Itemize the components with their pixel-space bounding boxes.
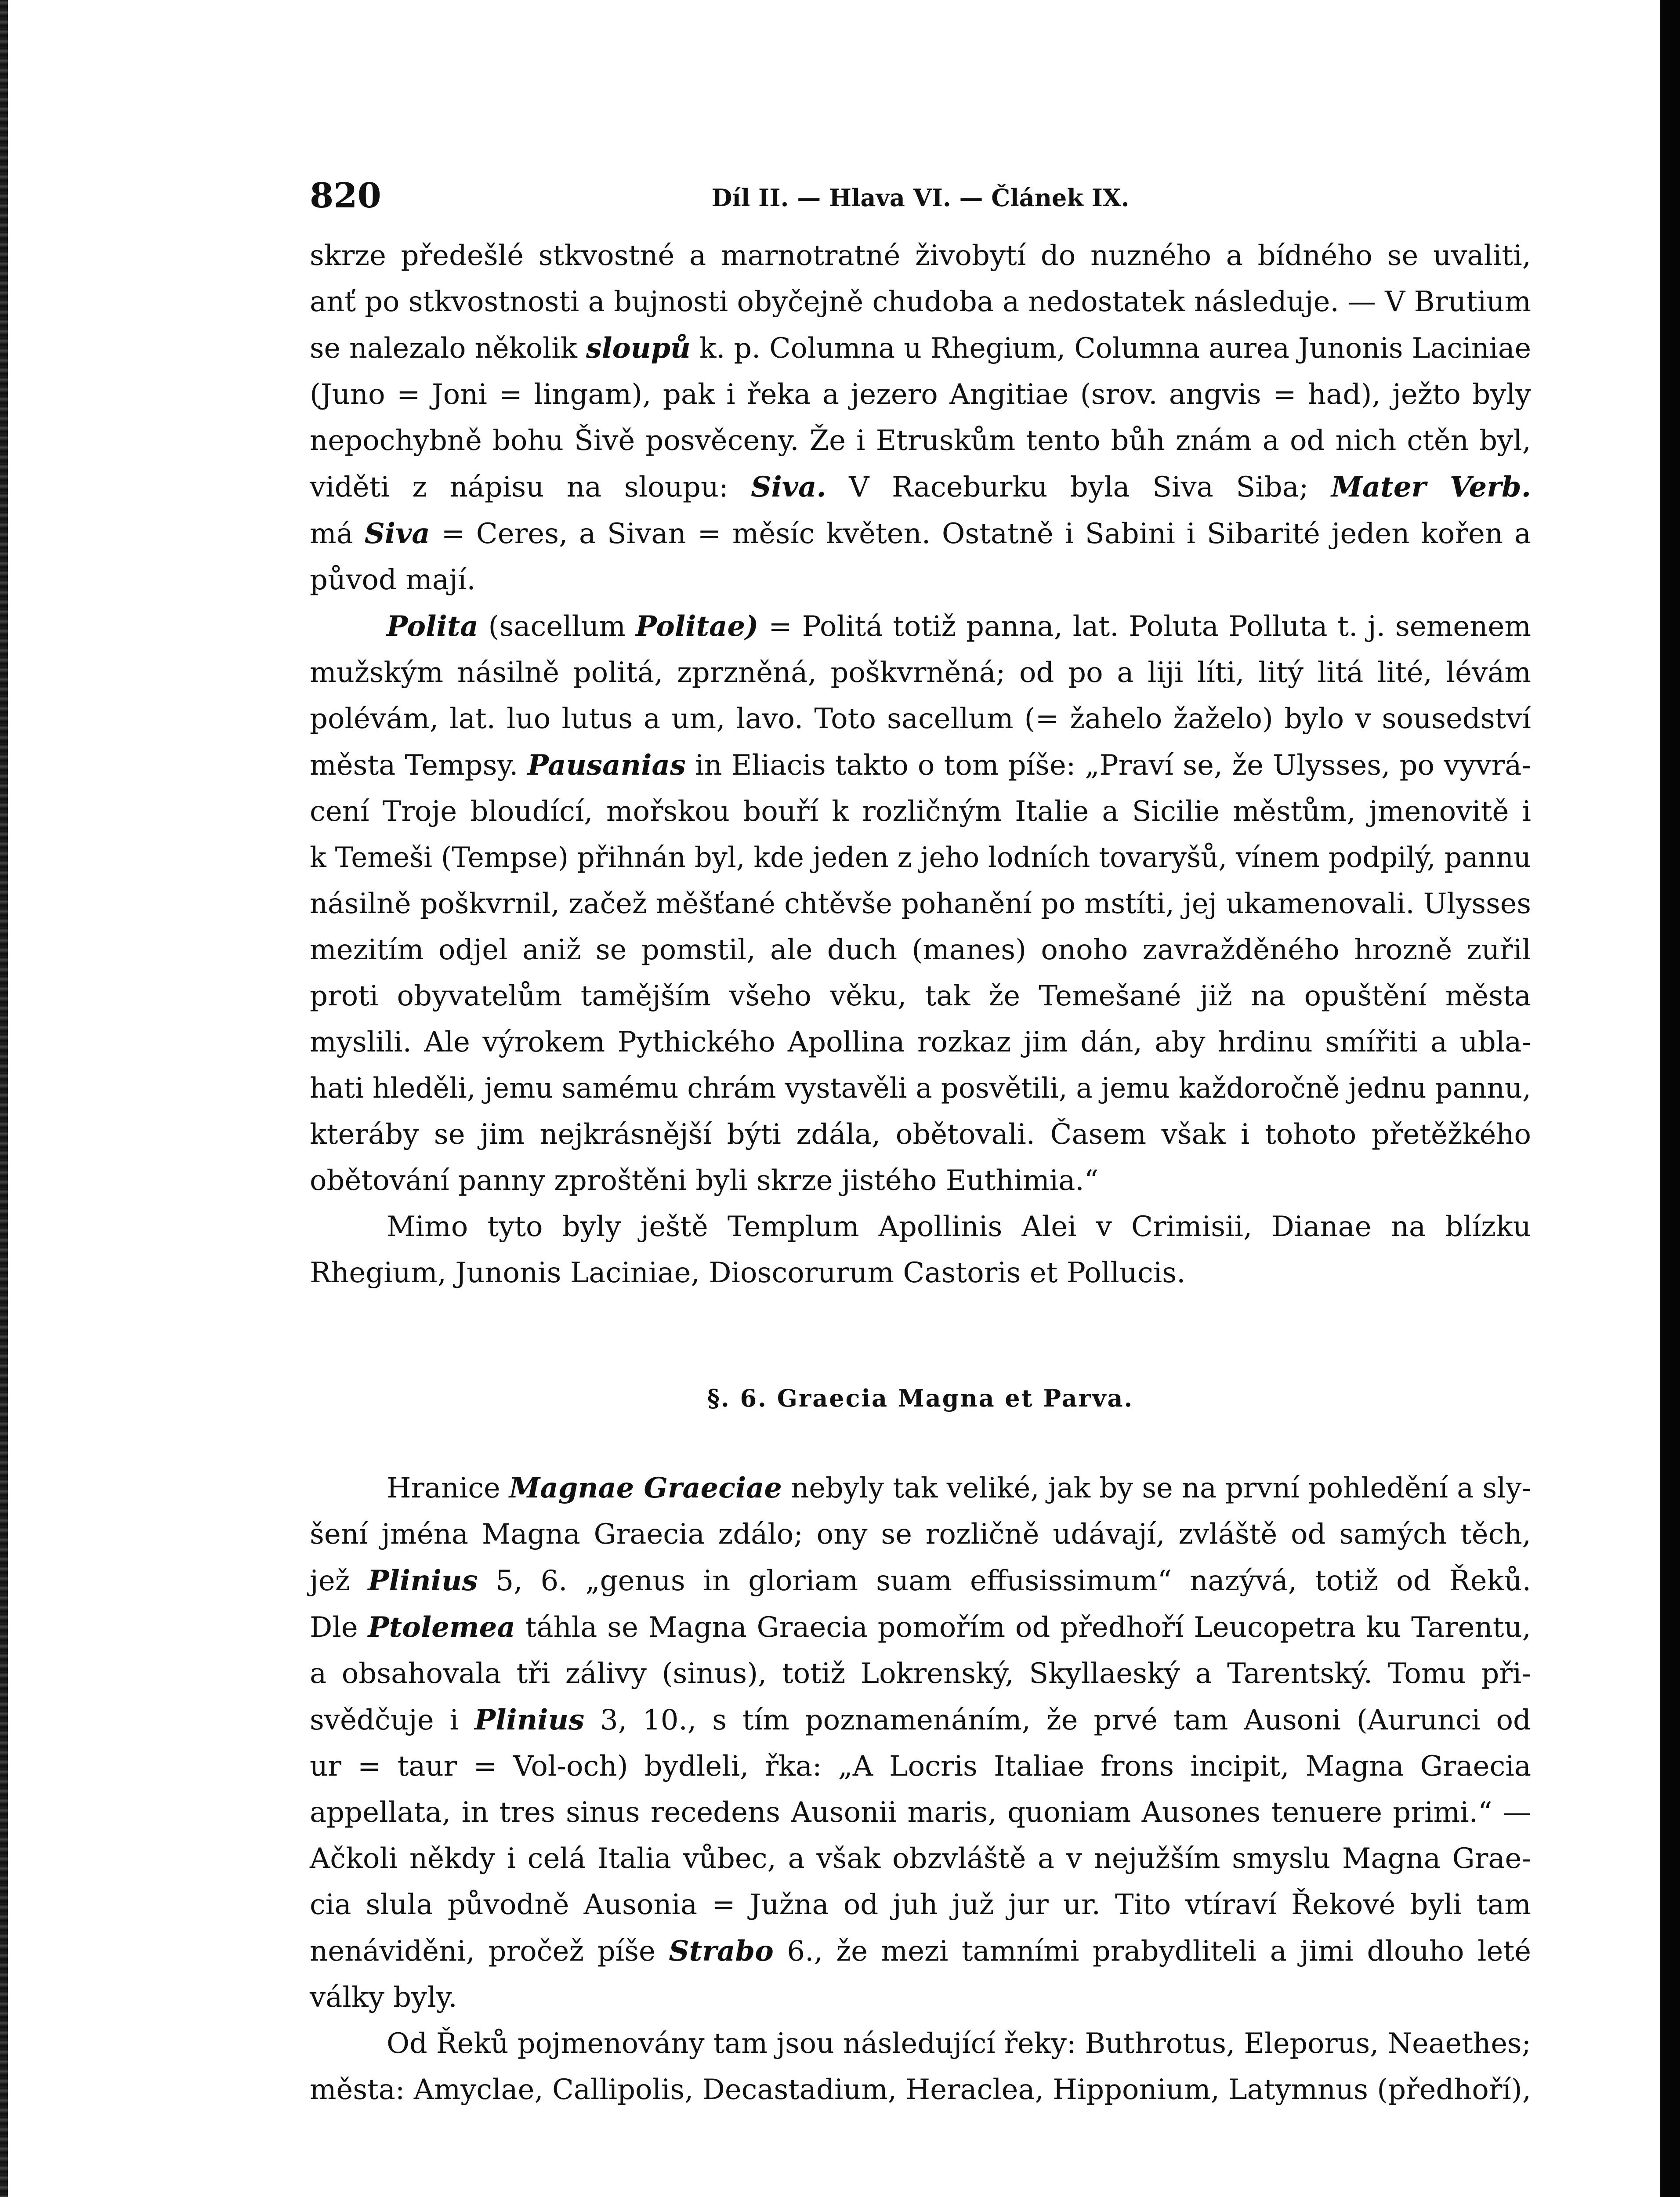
text-line: anť po stkvostnosti a bujnosti obyčejně chudoba a nedostatek následuje. — V Brutium <box>310 286 1531 318</box>
text-line: Ačkoli někdy i celá Italia vůbec, a však obzvláště a v nejužším smyslu Magna Grae- <box>310 1842 1531 1875</box>
emphasis: Siva <box>364 517 430 550</box>
text-line: k Temeši (Tempse) přihnán byl, kde jeden z jeho lodních tovaryšů, vínem podpilý, pannu <box>310 841 1531 874</box>
emphasis: Plinius <box>368 1564 478 1597</box>
paragraph-3 <box>310 1204 1531 1296</box>
text-line: viděti z nápisu na sloupu: Siva. V Raceburku byla Siva Siba; Mater Verb. <box>310 471 1532 504</box>
emphasis: sloupů <box>586 332 691 365</box>
text-line: Polita (sacellum Politae) = Politá totiž panna, lat. Poluta Polluta t. j. semenem <box>387 610 1531 643</box>
text-line: skrze předešlé stkvostné a marnotratné živobytí do nuzného a bídného se uvaliti, <box>310 239 1531 272</box>
text-line: cia slula původně Ausonia = Južna od juh juž jur ur. Tito vtíraví Řekové byli tam <box>310 1889 1531 1921</box>
scan-right-edge <box>1660 0 1680 2197</box>
text-line: má Siva = Ceres, a Sivan = měsíc květen. Ostatně i Sabini i Sibarité jeden kořen a <box>310 517 1532 550</box>
emphasis: Strabo <box>669 1935 774 1968</box>
paragraph-1 <box>310 233 1531 603</box>
text-line: nenáviděni, pročež píše Strabo 6., že mezi tamními prabydliteli a jimi dlouho leté <box>310 1935 1531 1968</box>
emphasis: Plinius <box>474 1704 585 1737</box>
text-line: se nalezalo několik sloupů k. p. Columna u Rhegium, Columna aurea Junonis Laciniae <box>310 332 1531 365</box>
text-line: původ mají. <box>310 564 476 596</box>
running-head <box>310 167 1531 233</box>
text-line: jež Plinius 5, 6. „genus in gloriam suam effusissimum“ nazývá, totiž od Řeků. <box>310 1564 1532 1597</box>
text-line: myslili. Ale výrokem Pythického Apollina rozkaz jim dán, aby hrdinu smířiti a ubla- <box>310 1026 1531 1059</box>
paragraph-4 <box>310 1465 1532 2021</box>
emphasis: Magnae Graeciae <box>509 1472 782 1505</box>
emphasis: Pausanias <box>527 749 686 782</box>
emphasis: Mater Verb. <box>1331 471 1532 504</box>
text-line: ur = taur = Vol-och) bydleli, řka: „A Locris Italiae frons incipit, Magna Graecia <box>310 1750 1531 1783</box>
text-line: nepochybně bohu Šivě posvěceny. Že i Etruskům tento bůh znám a od nich ctěn byl, <box>310 424 1531 457</box>
text-line: mužským násilně politá, zprzněná, poškvrněná; od po a liji líti, litý litá lité, lévám <box>310 656 1531 689</box>
text-line: města Tempsy. Pausanias in Eliacis takto o tom píše: „Praví se, že Ulysses, po vyvrá- <box>310 749 1532 782</box>
text-line: proti obyvatelům tamějším všeho věku, tak že Temešané již na opuštění města <box>310 980 1531 1012</box>
text-line: Dle Ptolemea táhla se Magna Graecia pomořím od předhoří Leucopetra ku Tarentu, <box>310 1611 1532 1644</box>
text-line: války byly. <box>310 1981 457 2014</box>
text-line: mezitím odjel aniž se pomstil, ale duch (manes) onoho zavražděného hrozně zuřil <box>310 934 1531 966</box>
text-line: (Juno = Joni = lingam), pak i řeka a jezero Angitiae (srov. angvis = had), ježto byly <box>310 378 1531 411</box>
emphasis: Politae) <box>635 610 759 643</box>
paragraph-2 <box>310 603 1532 1204</box>
scan-left-edge <box>0 0 8 2197</box>
header-title: Díl II. — Hlava VI. — Článek IX. <box>711 184 1130 212</box>
text-line: Mimo tyto byly ještě Templum Apollinis Alei v Crimisii, Dianae na blízku <box>387 1211 1531 1243</box>
text-line: svědčuje i Plinius 3, 10., s tím poznamenáním, že prvé tam Ausoni (Aurunci od <box>310 1704 1532 1737</box>
text-line: Rhegium, Junonis Laciniae, Dioscorurum Castoris et Pollucis. <box>310 1257 1186 1289</box>
emphasis: Siva. <box>751 471 826 504</box>
emphasis: Ptolemea <box>368 1611 515 1644</box>
text-line: cení Troje bloudící, mořskou bouří k rozličným Italie a Sicilie městům, jmenovitě i <box>310 795 1531 828</box>
text-line: hati hleděli, jemu samému chrám vystavěli a posvětili, a jemu každoročně jednu pannu, <box>310 1072 1531 1105</box>
text-line: kteráby se jim nejkrásnější býti zdála, obětovali. Časem však i tohoto přetěžkého <box>310 1118 1531 1151</box>
paragraph-5 <box>310 2021 1531 2113</box>
text-line: polévám, lat. luo lutus a um, lavo. Toto sacellum (= žahelo žaželo) bylo v sousedství <box>310 703 1531 735</box>
page-number: 820 <box>310 176 381 216</box>
text-line: a obsahovala tři zálivy (sinus), totiž Lokrenský, Skyllaeský a Tarentský. Tomu při- <box>310 1657 1531 1690</box>
text-line: appellata, in tres sinus recedens Ausonii maris, quoniam Ausones tenuere primi.“ — <box>310 1796 1531 1829</box>
text-line: města: Amyclae, Callipolis, Decastadium, Heraclea, Hipponium, Latymnus (předhoří), <box>310 2074 1531 2106</box>
text-line: Od Řeků pojmenovány tam jsou následující řeky: Buthrotus, Eleporus, Neaethes; <box>387 2027 1531 2060</box>
book-page <box>310 167 1531 2113</box>
emphasis: Polita <box>387 610 478 643</box>
text-line: obětování panny zproštěni byli skrze jistého Euthimia.“ <box>310 1164 1099 1197</box>
section-heading: §. 6. Graecia Magna et Parva. <box>707 1384 1134 1412</box>
text-line: násilně poškvrnil, začež měšťané chtěvše pohanění po mstíti, jej ukamenovali. Ulysses <box>310 888 1531 920</box>
text-line: Hranice Magnae Graeciae nebyly tak veliké, jak by se na první pohledění a sly- <box>387 1472 1531 1505</box>
text-line: šení jména Magna Graecia zdálo; ony se rozličně udávají, zvláště od samých těch, <box>310 1518 1531 1551</box>
